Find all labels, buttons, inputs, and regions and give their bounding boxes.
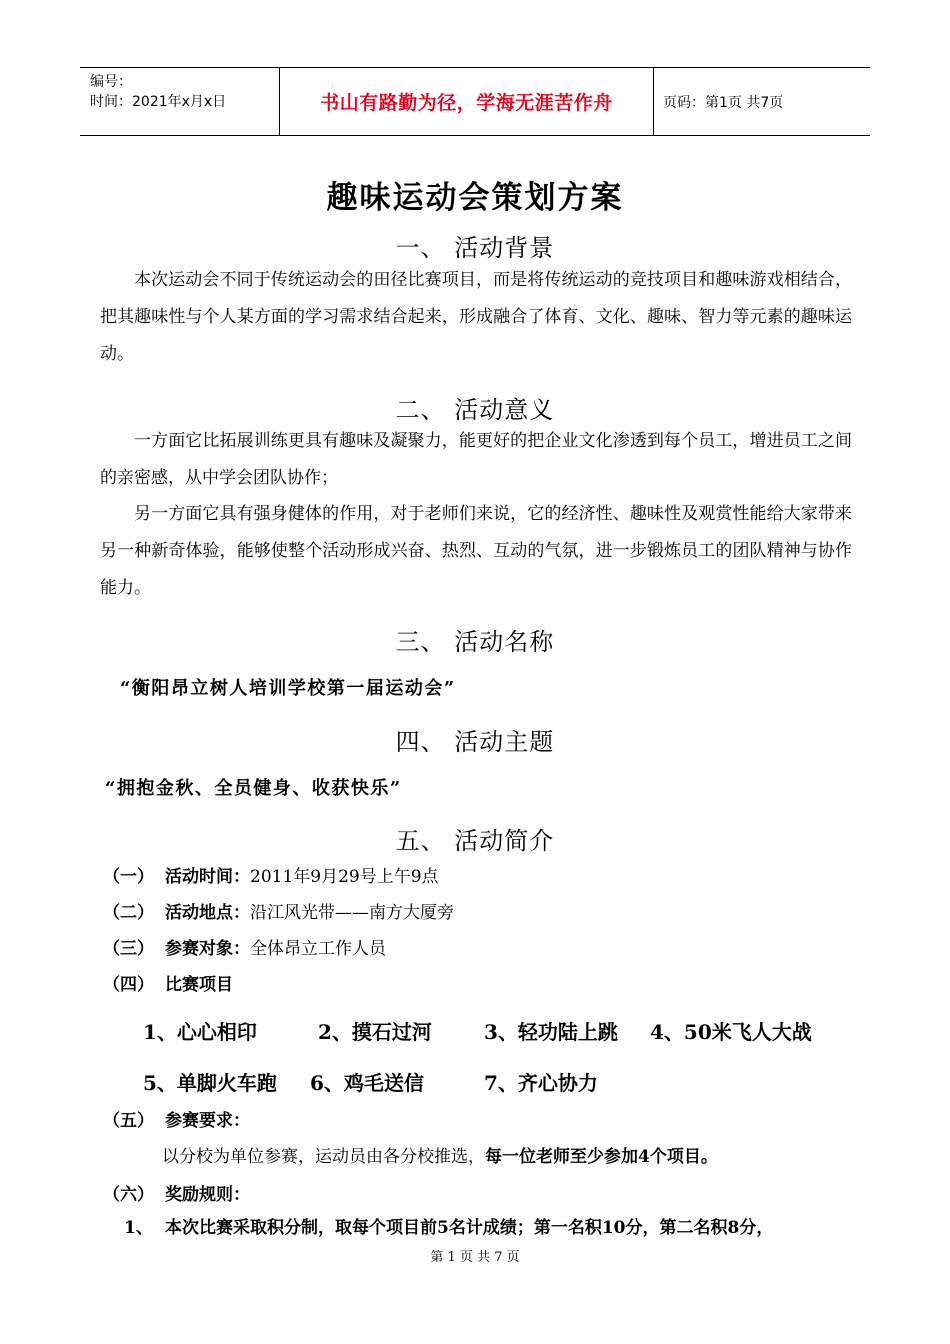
section-heading-significance: 二、 活动意义: [395, 396, 555, 424]
document-header: [80, 67, 870, 136]
activity-name: “衡阳昂立树人培训学校第一届运动会”: [120, 678, 456, 699]
intro-item-events: [103, 970, 233, 995]
page-footer: 第 1 页 共 7 页: [430, 1250, 520, 1265]
event-item: 3、轻功陆上跳: [484, 1020, 618, 1044]
item-label: 活动时间：: [165, 867, 250, 887]
item-number: （二）: [103, 903, 154, 923]
item-label: 奖励规则：: [165, 1185, 250, 1205]
requirements-plain: 以分校为单位参赛，运动员由各分校推选，: [162, 1147, 485, 1167]
rule-text: 本次比赛采取积分制，取每个项目前5名计成绩；第一名积10分，第二名积8分，: [165, 1218, 774, 1238]
rule-number: 1、: [124, 1218, 153, 1238]
award-rule-1: [124, 1213, 773, 1238]
paragraph-significance-1: 一方面它比拓展训练更具有趣味及凝聚力，能更好的把企业文化渗透到每个员工，增进员工之间的亲密感，从中学会团队协作；: [100, 431, 852, 488]
item-label: 参赛要求：: [165, 1111, 250, 1131]
activity-theme: “拥抱金秋、全员健身、收获快乐”: [105, 778, 402, 799]
item-value: 全体昂立工作人员: [250, 939, 386, 959]
header-page-label: 页码：第1页 共7页: [663, 94, 784, 111]
date-label: 时间：2021年x月x日: [90, 94, 227, 110]
event-item: 1、心心相印: [143, 1020, 257, 1044]
intro-item-awards: [103, 1180, 250, 1205]
item-number: （一）: [103, 867, 154, 887]
intro-item-time: [103, 862, 439, 887]
event-item: 4、50米飞人大战: [650, 1020, 812, 1044]
requirements-bold: 每一位老师至少参加4个项目。: [485, 1147, 718, 1167]
intro-item-requirements: [103, 1106, 250, 1131]
item-number: （四）: [103, 975, 154, 995]
intro-item-participants: [103, 934, 386, 959]
item-label: 比赛项目: [165, 975, 233, 995]
section-heading-name: 三、 活动名称: [395, 628, 555, 656]
item-value: 2011年9月29号上午9点: [250, 867, 439, 887]
paragraph-significance-2: 另一方面它具有强身健体的作用，对于老师们来说，它的经济性、趣味性及观赏性能给大家带来另一种新奇体验，能够使整个活动形成兴奋、热烈、互动的气氛，进一步锻炼员工的团队精神与协作能力。: [100, 504, 852, 598]
section-heading-background: 一、 活动背景: [395, 234, 555, 262]
event-item: 2、摸石过河: [318, 1020, 432, 1044]
item-number: （五）: [103, 1111, 154, 1131]
section-heading-theme: 四、 活动主题: [395, 728, 555, 756]
item-value: 沿江风光带——南方大厦旁: [250, 903, 454, 923]
paragraph-background: 本次运动会不同于传统运动会的田径比赛项目，而是将传统运动的竞技项目和趣味游戏相结合，把其趣味性与个人某方面的学习需求结合起来，形成融合了体育、文化、趣味、智力等元素的趣味运动。: [100, 270, 852, 364]
event-item: 6、鸡毛送信: [310, 1071, 424, 1095]
item-label: 活动地点：: [165, 903, 250, 923]
requirements-text: [162, 1142, 718, 1167]
item-number: （六）: [103, 1185, 154, 1205]
header-motto: 书山有路勤为径，学海无涯苦作舟: [280, 68, 654, 135]
document-title: 趣味运动会策划方案: [326, 180, 624, 216]
header-meta: [80, 68, 280, 135]
intro-item-location: [103, 898, 454, 923]
event-item: 7、齐心协力: [484, 1071, 598, 1095]
event-item: 5、单脚火车跑: [143, 1071, 277, 1095]
item-label: 参赛对象：: [165, 939, 250, 959]
item-number: （三）: [103, 939, 154, 959]
section-heading-intro: 五、 活动简介: [395, 827, 555, 855]
number-label: 编号：: [90, 74, 132, 90]
